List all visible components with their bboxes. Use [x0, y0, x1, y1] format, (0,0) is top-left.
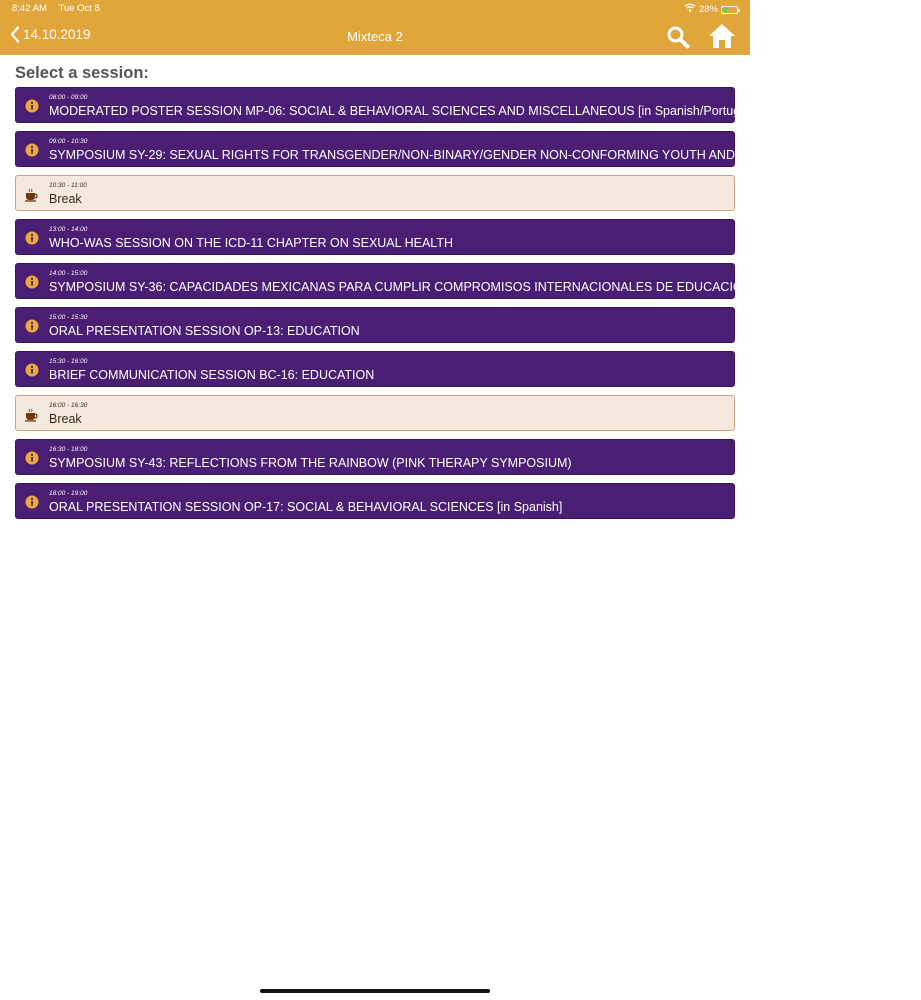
session-row[interactable]	[15, 87, 771, 123]
break-row[interactable]	[15, 395, 735, 431]
info-icon	[25, 275, 39, 289]
info-icon	[25, 451, 39, 465]
info-icon	[25, 231, 39, 245]
session-row[interactable]	[15, 263, 921, 299]
session-title: MODERATED POSTER SESSION MP-06: SOCIAL & BEHAVIORAL SCIENCES AND MISCELLANEOUS [in Spanish/Portuguese]	[49, 104, 771, 118]
session-title: SYMPOSIUM SY-36: CAPACIDADES MEXICANAS PARA CUMPLIR COMPROMISOS INTERNACIONALES DE EDUCACIÓN INTEGRAL EN SEXUALIDAD	[49, 280, 921, 294]
status-time: 8:42 AM	[12, 3, 47, 14]
nav-title: Mixteca 2	[347, 29, 403, 44]
session-time: 10:30 - 11:00	[49, 182, 87, 189]
session-time: 18:00 - 19:00	[49, 490, 88, 497]
coffee-cup-icon	[24, 408, 38, 422]
session-title: Break	[49, 192, 82, 206]
info-icon	[25, 495, 39, 509]
session-time: 14:00 - 15:00	[49, 270, 88, 277]
home-button[interactable]	[708, 23, 736, 54]
chevron-left-icon	[10, 26, 20, 43]
info-icon	[25, 99, 39, 113]
battery-percent: 28%	[698, 3, 718, 15]
info-icon	[25, 319, 39, 333]
session-row[interactable]	[15, 483, 735, 519]
battery-level	[723, 8, 727, 12]
battery-icon	[721, 6, 738, 14]
info-icon	[25, 363, 39, 377]
session-time: 15:00 - 15:30	[49, 314, 88, 321]
session-row[interactable]	[15, 131, 831, 167]
back-button[interactable]	[10, 26, 91, 43]
page-heading: Select a session:	[15, 64, 149, 82]
top-bar	[0, 0, 750, 55]
session-time: 16:30 - 18:00	[49, 446, 88, 453]
session-title: SYMPOSIUM SY-43: REFLECTIONS FROM THE RAINBOW (PINK THERAPY SYMPOSIUM)	[49, 456, 572, 470]
session-title: WHO-WAS SESSION ON THE ICD-11 CHAPTER ON SEXUAL HEALTH	[49, 236, 453, 250]
session-row[interactable]	[15, 439, 735, 475]
coffee-cup-icon	[24, 188, 38, 202]
session-title: Break	[49, 412, 82, 426]
break-row[interactable]	[15, 175, 735, 211]
search-button[interactable]	[666, 25, 690, 54]
session-list	[15, 87, 921, 527]
status-bar-left	[12, 3, 100, 15]
session-time: 16:00 - 16:30	[49, 402, 88, 409]
session-title: ORAL PRESENTATION SESSION OP-17: SOCIAL & BEHAVIORAL SCIENCES [in Spanish]	[49, 500, 563, 514]
status-date: Tue Oct 8	[58, 3, 100, 14]
session-time: 09:00 - 10:30	[49, 138, 88, 145]
wifi-icon	[684, 3, 696, 16]
session-title: SYMPOSIUM SY-29: SEXUAL RIGHTS FOR TRANSGENDER/NON-BINARY/GENDER NON-CONFORMING YOUTH AND ADOLESCENTS	[49, 148, 831, 162]
session-row[interactable]	[15, 351, 735, 387]
session-title: ORAL PRESENTATION SESSION OP-13: EDUCATION	[49, 324, 360, 338]
search-icon	[666, 25, 690, 49]
home-indicator	[260, 989, 490, 993]
status-bar-right	[684, 3, 738, 16]
home-icon	[708, 23, 736, 49]
session-time: 08:00 - 09:00	[49, 94, 88, 101]
info-icon	[25, 143, 39, 157]
session-time: 15:30 - 16:00	[49, 358, 88, 365]
session-time: 13:00 - 14:00	[49, 226, 88, 233]
back-button-label: 14.10.2019	[23, 27, 91, 42]
session-title: BRIEF COMMUNICATION SESSION BC-16: EDUCATION	[49, 368, 375, 382]
session-row[interactable]	[15, 219, 735, 255]
session-row[interactable]	[15, 307, 735, 343]
